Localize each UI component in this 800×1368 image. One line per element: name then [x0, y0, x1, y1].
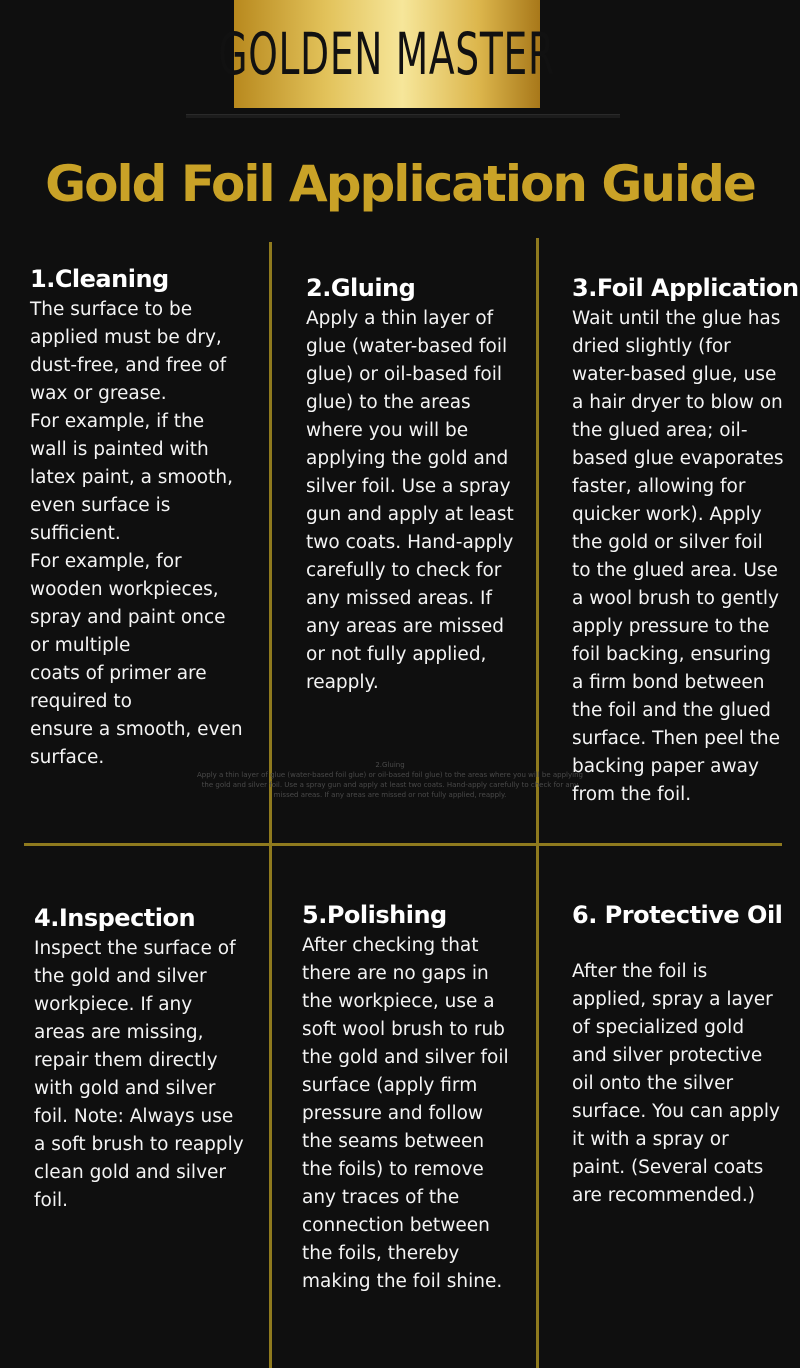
- faint-duplicate-text: 2.Gluing Apply a thin layer of glue (water-based foil glue) or oil-based foil glue) to the areas where you will be applying the gold and silver foil. Use a spray gun and apply at least two coats. Hand-apply carefully to check for any missed areas. If any areas are missed or not fully applied, reapply.: [197, 761, 583, 799]
- page-title: Gold Foil Application Guide: [45, 155, 755, 213]
- step-body: Apply a thin layer of glue (water-based foil glue) or oil-based foil glue) to the areas where you will be applying the gold and silver foil. Use a spray gun and apply at least two coats. Hand-apply carefully to check for any missed areas. If any areas are missed or not fully applied, reapply.: [306, 308, 514, 693]
- step-heading: 1.Cleaning: [30, 265, 169, 293]
- brand-logo-text: GOLDEN MASTER: [218, 20, 556, 88]
- step-protective-oil: [572, 898, 798, 1210]
- step-heading: 3.Foil Application: [572, 274, 799, 302]
- step-cleaning: [30, 262, 266, 772]
- grid-divider-vertical-right: [536, 238, 539, 1368]
- grid-divider-vertical-left: [269, 242, 272, 1368]
- brand-logo: [218, 0, 556, 108]
- step-body: After the foil is applied, spray a layer of specialized gold and silver protective oil onto the silver surface. You can apply it with a spray or paint. (Several coats are recommended.): [572, 961, 780, 1206]
- step-heading: 6. Protective Oil: [572, 901, 783, 929]
- grid-divider-horizontal: [24, 843, 782, 846]
- step-heading: 5.Polishing: [302, 901, 447, 929]
- logo-divider: [186, 114, 620, 118]
- step-body: The surface to be applied must be dry, dust-free, and free of wax or grease. For example, if the wall is painted with latex paint, a smooth, even surface is sufficient. For example, for wooden workpieces, spray and paint once or multiple coats of primer are required to ensure a smooth, even surface.: [30, 299, 243, 768]
- step-body: After checking that there are no gaps in the workpiece, use a soft wool brush to rub the gold and silver foil surface (apply firm pressure and follow the seams between the foils) to remove any traces of the connection between the foils, thereby making the foil shine.: [302, 935, 509, 1292]
- step-foil-application: [572, 271, 798, 809]
- step-inspection: [34, 901, 266, 1215]
- step-heading: 4.Inspection: [34, 904, 196, 932]
- step-body: Wait until the glue has dried slightly (for water-based glue, use a hair dryer to blow on the glued area; oil- based glue evaporates faster, allowing for quicker work). Apply the gold or silver foil to the glued area. Use a wool brush to gently apply pressure to the foil backing, ensuring a firm bond between the foil and the glued surface. Then peel the backing paper away from the foil.: [572, 308, 784, 805]
- step-polishing: [302, 898, 532, 1296]
- step-body: Inspect the surface of the gold and silver workpiece. If any areas are missing, repair them directly with gold and silver foil. Note: Always use a soft brush to reapply clean gold and silver foil.: [34, 938, 244, 1211]
- step-gluing: [306, 271, 532, 697]
- step-heading: 2.Gluing: [306, 274, 416, 302]
